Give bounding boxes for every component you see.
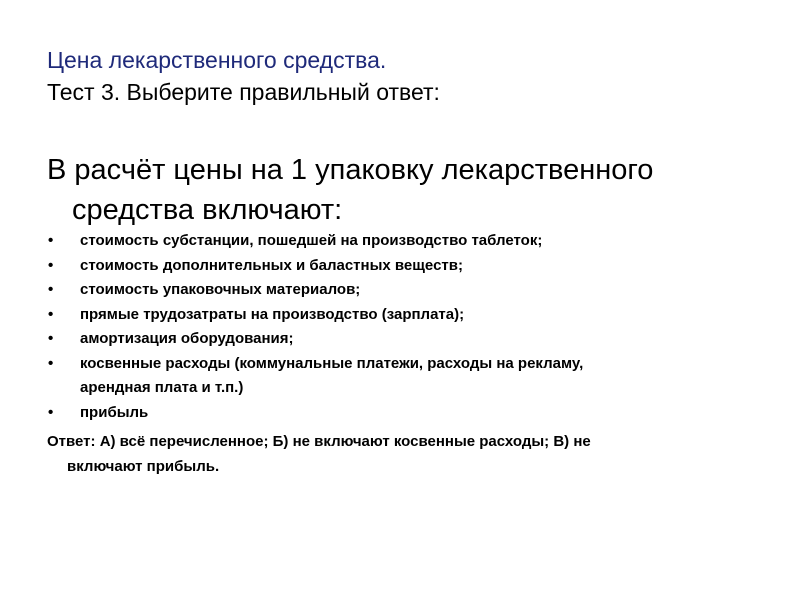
bullet-icon: • — [48, 305, 54, 323]
list-item-text: амортизация оборудования; — [80, 330, 294, 347]
answer-text — [47, 430, 747, 479]
list-item — [47, 278, 747, 303]
bullet-icon: • — [48, 330, 54, 347]
list-item — [47, 327, 747, 352]
answer-line-2: включают прибыль. — [67, 457, 220, 475]
list-item-text: прибыль — [80, 403, 149, 421]
bullet-icon: • — [48, 232, 54, 249]
title-line-1: Цена лекарственного средства. — [47, 47, 387, 73]
list-item — [47, 303, 747, 328]
list-item — [47, 352, 747, 401]
list-item-text: прямые трудозатраты на производство (зарплата); — [80, 305, 465, 323]
question-text — [47, 150, 767, 230]
bullet-icon: • — [48, 256, 54, 274]
bullet-icon: • — [48, 354, 54, 372]
list-item-text: стоимость дополнительных и баластных веществ; — [80, 256, 463, 274]
question-line-1: В расчёт цены на 1 упаковку лекарственного — [47, 154, 654, 186]
list-item-text: стоимость упаковочных материалов; — [80, 281, 361, 298]
options-list — [47, 229, 747, 425]
bullet-icon: • — [48, 281, 54, 298]
bullet-icon: • — [48, 403, 54, 421]
question-line-2: средства включают: — [72, 194, 343, 226]
list-item-text-continued: арендная плата и т.п.) — [80, 379, 244, 396]
list-item-text: косвенные расходы (коммунальные платежи, расходы на рекламу, — [80, 354, 584, 372]
list-item — [47, 229, 747, 254]
slide-title — [47, 44, 747, 108]
answer-line-1: Ответ: А) всё перечисленное; Б) не включают косвенные расходы; В) не — [47, 433, 591, 450]
list-item — [47, 401, 747, 426]
title-line-2: Тест 3. Выберите правильный ответ: — [47, 79, 440, 105]
list-item — [47, 254, 747, 279]
list-item-text: стоимость субстанции, пошедшей на производство таблеток; — [80, 232, 543, 249]
